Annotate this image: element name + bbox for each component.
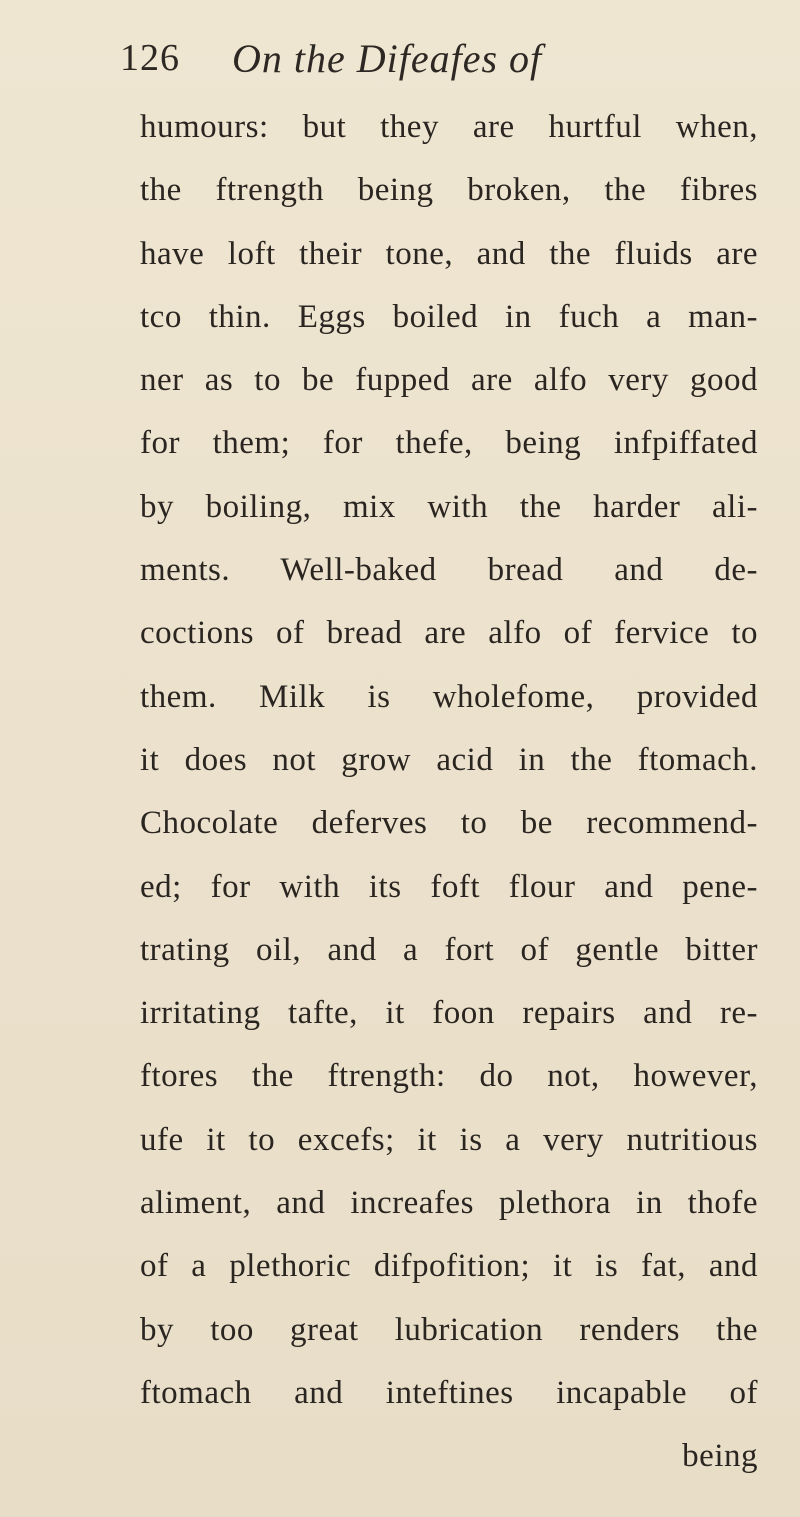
page-header — [120, 22, 760, 94]
text-line: for them; for thefe, being infpiffated — [140, 425, 758, 462]
text-line: Chocolate deferves to be recommend- — [140, 805, 758, 842]
text-line: ed; for with its foft flour and pene- — [140, 868, 758, 905]
catchword: being — [682, 1438, 758, 1475]
text-line: humours: but they are hurtful when, — [140, 109, 758, 145]
page-number: 126 — [120, 37, 180, 79]
text-line: aliment, and increafes plethora in thofe — [140, 1185, 758, 1222]
text-line: have loft their tone, and the fluids are — [140, 235, 758, 272]
running-title: On the Difeafes of — [232, 35, 543, 81]
text-line: it does not grow acid in the ftomach. — [140, 741, 758, 778]
text-line: by too great lubrication renders the — [140, 1311, 758, 1348]
text-line: by boiling, mix with the harder ali- — [140, 488, 758, 525]
text-line: ments. Well-baked bread and de- — [140, 552, 758, 589]
text-line: ner as to be fupped are alfo very good — [140, 362, 758, 399]
text-line: trating oil, and a fort of gentle bitter — [140, 931, 758, 968]
text-line: ufe it to excefs; it is a very nutritious — [140, 1121, 758, 1158]
text-line: the ftrength being broken, the fibres — [140, 172, 758, 209]
text-line: irritating tafte, it foon repairs and re- — [140, 995, 758, 1032]
text-line: them. Milk is wholefome, provided — [140, 678, 758, 715]
body-text — [140, 96, 758, 1489]
text-line: of a plethoric difpofition; it is fat, and — [140, 1248, 758, 1285]
text-line: tco thin. Eggs boiled in fuch a man- — [140, 298, 758, 335]
text-line: ftores the ftrength: do not, however, — [140, 1058, 758, 1095]
text-line: ftomach and inteftines incapable of — [140, 1374, 758, 1411]
text-line: coctions of bread are alfo of fervice to — [140, 615, 758, 652]
